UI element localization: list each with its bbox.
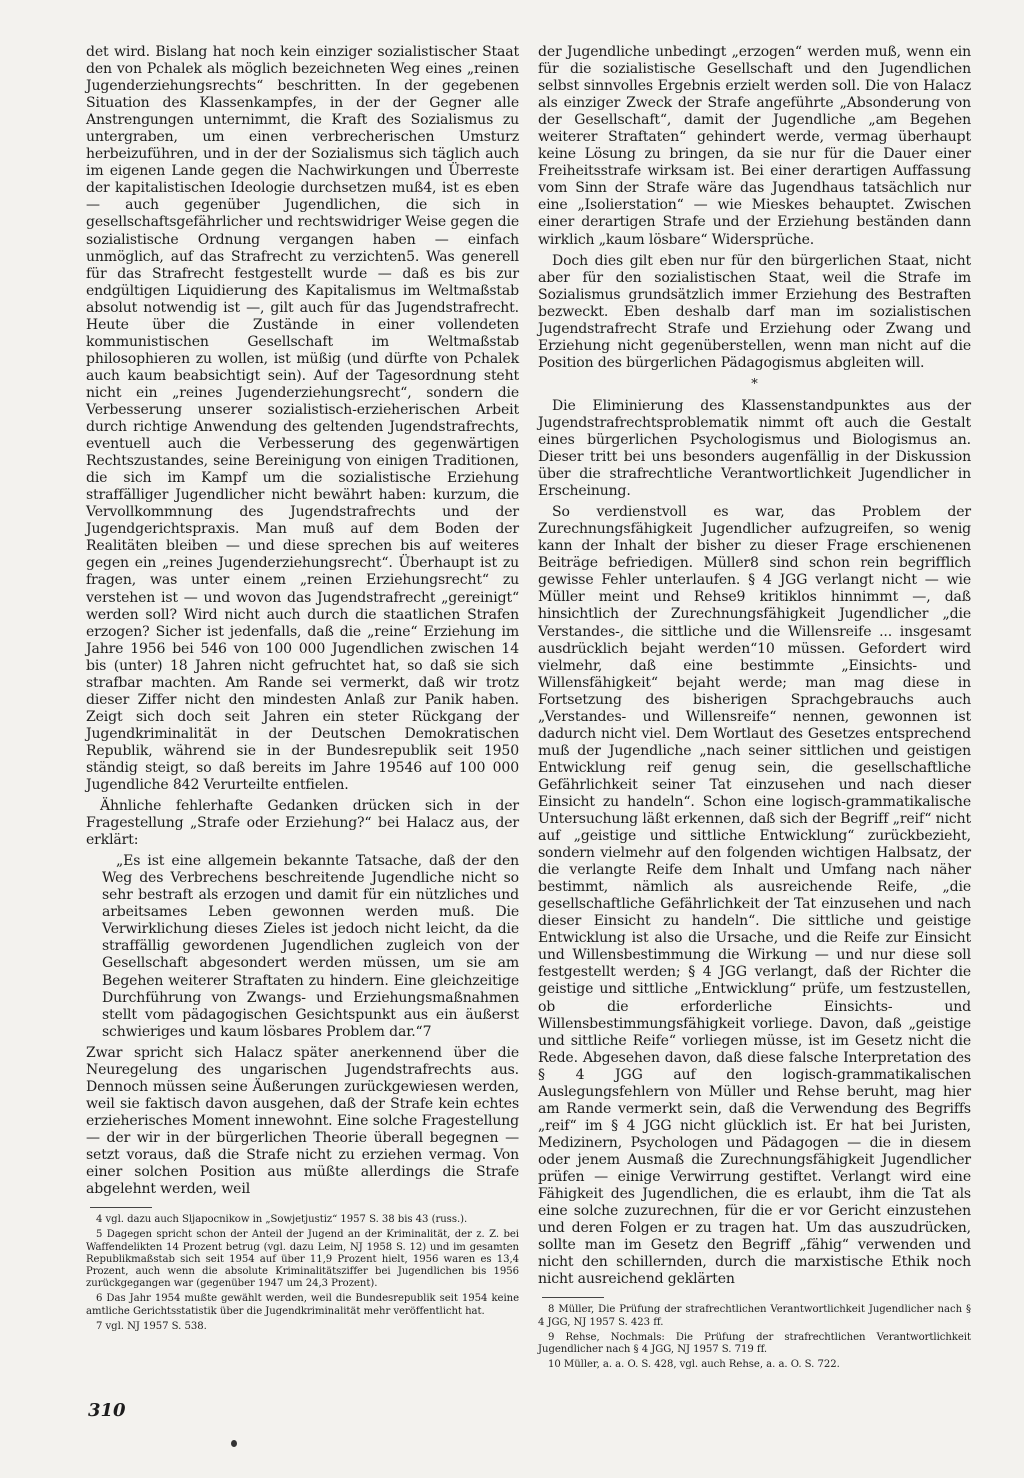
right-column	[538, 44, 971, 1374]
body-paragraph: der Jugendliche unbedingt „erzogen“ werden muß, wenn ein für die sozialistische Gesellschaft und den Jugendlichen selbst sinnvolles Ergebnis erzielt werden soll. Die von Halacz als einziger Zweck der Strafe angeführte „Absonderung von der Gesellschaft“, damit der Jugendliche „am Begehen weiterer Straftaten“ gehindert werde, vermag überhaupt keine Lösung zu bringen, da sie nur für die Dauer einer Freiheitsstrafe wirksam ist. Bei einer derartigen Auffassung vom Sinn der Strafe wäre das Jugendhaus tatsächlich nur eine „Isolierstation“ — wie Mieskes behauptet. Zwischen einer derartigen Strafe und der Erziehung beständen dann wirklich „kaum lösbare“ Widersprüche.	[538, 44, 971, 248]
footnote: 5 Dagegen spricht schon der Anteil der Jugend an der Kriminalität, der z. Z. bei Waffendelikten 14 Prozent betrug (vgl. dazu Leim, NJ 1958 S. 12) und im gesamten Republikmaßstab sich seit 1954 auf über 11,9 Prozent hielt, 1956 waren es 13,4 Prozent, auch wenn die absolute Kriminalitätsziffer bei Jugendlichen bis 1956 zurückgegangen war (gegenüber 1947 um 24,3 Prozent).	[86, 1229, 519, 1290]
body-paragraph: Die Eliminierung des Klassenstandpunktes aus der Jugendstrafrechtsproblematik nimmt oft auch die Gestalt eines bürgerlichen Psychologismus und Biologismus an. Dieser tritt bei uns besonders augenfällig in der Diskussion über die strafrechtliche Verantwortlichkeit Jugendlicher in Erscheinung.	[538, 397, 971, 500]
block-quote: „Es ist eine allgemein bekannte Tatsache, daß der den Weg des Verbrechens beschreitende Jugendliche nicht so sehr bestraft als erzogen und damit für ein nützliches und arbeitsames Leben gewonnen werden muß. Die Verwirklichung dieses Zieles ist jedoch nicht leicht, da die straffällig gewordenen Jugendlichen zugleich von der Gesellschaft abgesondert werden müssen, um sie am Begehen weiterer Straftaten zu hindern. Eine gleichzeitige Durchführung von Zwangs- und Erziehungsmaßnahmen stellt vom pädagogischen Gesichtspunkt aus ein äußerst schwieriges und kaum lösbares Problem dar.“7	[102, 853, 519, 1040]
section-separator: *	[751, 376, 758, 392]
body-paragraph: Ähnliche fehlerhafte Gedanken drücken sich in der Fragestellung „Strafe oder Erziehung?“ bei Halacz aus, der erklärt:	[86, 798, 519, 849]
footnote: 8 Müller, Die Prüfung der strafrechtlichen Verantwortlichkeit Jugendlicher nach § 4 JGG, NJ 1957 S. 423 ff.	[538, 1304, 971, 1328]
body-paragraph: So verdienstvoll es war, das Problem der Zurechnungsfähigkeit Jugendlicher aufzugreifen, so wenig kann der Inhalt der bisher zu dieser Frage erschienenen Beiträge befriedigen. Müller8 sind schon rein begrifflich gewisse Fehler unterlaufen. § 4 JGG verlangt nicht — wie Müller meint und Rehse9 kritiklos hinnimmt —, daß hinsichtlich der Zurechnungsfähigkeit Jugendlicher „die Verstandes-, die sittliche und die Willensreife ... insgesamt ausdrücklich bejaht werden“10 müssen. Gefordert wird vielmehr, daß eine bestimmte „Einsichts- und Willensfähigkeit“ bejaht werde; man mag diese in Fortsetzung des bisherigen Sprachgebrauchs auch „Verstandes- und Willensreife“ nennen, gewonnen ist dadurch nicht viel. Dem Wortlaut des Gesetzes entsprechend muß der Jugendliche „nach seiner sittlichen und geistigen Entwicklung reif genug sein, die gesellschaftliche Gefährlichkeit seiner Tat einzusehen und nach dieser Einsicht zu handeln“. Schon eine logisch-grammatikalische Untersuchung läßt erkennen, daß sich der Begriff „reif“ nicht auf „geistige und sittliche Entwicklung“ zurückbezieht, sondern vielmehr auf den folgenden wichtigen Halbsatz, der die verlangte Reife dem Inhalt und Umfang nach näher bestimmt, nämlich als ausreichende Reife, „die gesellschaftliche Gefährlichkeit der Tat einzusehen und nach dieser Einsicht zu handeln“. Die sittliche und geistige Entwicklung ist also die Ursache, und die Reife zur Einsicht und Willensbestimmung die Wirkung — und nur diese soll festgestellt werden; § 4 JGG verlangt, daß der Richter die geistige und sittliche „Entwicklung“ prüfe, um festzustellen, ob die erforderliche Einsichts- und Willensbestimmungsfähigkeit vorliege. Davon, daß „geistige und sittliche Reife“ vorliegen müsse, ist im Gesetz nicht die Rede. Abgesehen davon, daß diese falsche Interpretation des § 4 JGG auf den logisch-grammatikalischen Auslegungsfehlern von Müller und Rehse beruht, mag hier am Rande vermerkt sein, daß die Verwendung des Begriffs „reif“ im § 4 JGG nicht glücklich ist. Er hat bei Juristen, Medizinern, Psychologen und Pädagogen — die in diesem oder jenem Ausmaß die Zurechnungsfähigkeit Jugendlicher prüfen — einige Verwirrung gestiftet. Verlangt wird eine Fähigkeit des Jugendlichen, die es erlaubt, ihm die Tat als eine solche zuzurechnen, für die er vor Gericht einzustehen und deren Folgen er zu tragen hat. Um das auszudrücken, sollte man im Gesetz den Begriff „fähig“ verwenden und nicht den schillernden, durch die marxistische Ethik noch nicht ausreichend geklärten	[538, 504, 971, 1288]
footnote-divider	[90, 1207, 152, 1208]
body-paragraph: Doch dies gilt eben nur für den bürgerlichen Staat, nicht aber für den sozialistischen Staat, weil die Strafe im Sozialismus grundsätzlich immer Erziehung des Bestraften bezweckt. Eben deshalb darf man im sozialistischen Jugendstrafrecht Strafe und Erziehung oder Zwang und Erziehung nicht gegenüberstellen, wenn man nicht auf die Position des bürgerlichen Pädagogismus abgleiten will.	[538, 252, 971, 371]
footnote: 9 Rehse, Nochmals: Die Prüfung der strafrechtlichen Verantwortlichkeit Jugendlicher nach § 4 JGG, NJ 1957 S. 719 ff.	[538, 1331, 971, 1355]
footnote: 10 Müller, a. a. O. S. 428, vgl. auch Rehse, a. a. O. S. 722.	[548, 1359, 840, 1371]
body-paragraph: Zwar spricht sich Halacz später anerkennend über die Neuregelung des ungarischen Jugendstrafrechts aus. Dennoch müssen seine Äußerungen zurückgewiesen werden, weil sie faktisch davon ausgehen, daß der Strafe kein echtes erzieherisches Moment innewohnt. Eine solche Fragestellung — der wir in der bürgerlichen Theorie überall begegnen — setzt voraus, daß die Strafe nicht zu erziehen vermag. Von einer solchen Position aus müßte allerdings die Strafe abgelehnt werden, weil	[86, 1044, 519, 1198]
ink-dot	[231, 1440, 237, 1447]
footnote: 7 vgl. NJ 1957 S. 538.	[96, 1320, 207, 1332]
footnote: 4 vgl. dazu auch Sljapocnikow in „Sowjetjustiz“ 1957 S. 38 bis 43 (russ.).	[96, 1214, 468, 1226]
left-column	[86, 44, 519, 1336]
footnote: 6 Das Jahr 1954 mußte gewählt werden, weil die Bundesrepublik seit 1954 keine amtliche Gerichtsstatistik über die Jugendkriminalität mehr veröffentlicht hat.	[86, 1293, 519, 1317]
footnote-divider	[542, 1297, 604, 1298]
page-number: 310	[88, 1400, 126, 1421]
body-paragraph: det wird. Bislang hat noch kein einziger sozialistischer Staat den von Pchalek als möglich bezeichneten Weg eines „reinen Jugenderziehungsrechts“ beschritten. In der gegebenen Situation des Klassenkampfes, in der der Gegner alle Anstrengungen unternimmt, die Kraft des Sozialismus zu untergraben, um einen verbrecherischen Umsturz herbeizuführen, und in der der Sozialismus sich täglich auch im eigenen Lande gegen die Nachwirkungen und Überreste der kapitalistischen Ideologie durchsetzen muß4, ist es eben — auch gegenüber Jugendlichen, die sich in gesellschaftsgefährlicher und rechtswidriger Weise gegen die sozialistische Ordnung vergangen haben — einfach unmöglich, auf das Strafrecht zu verzichten5. Was generell für das Strafrecht festgestellt wurde — daß es bis zur endgültigen Liquidierung des Kapitalismus im Weltmaßstab absolut notwendig ist —, gilt auch für das Jugendstrafrecht. Heute über die Zustände in einer vollendeten kommunistischen Gesellschaft im Weltmaßstab philosophieren zu wollen, ist müßig (und dürfte von Pchalek auch kaum beabsichtigt sein). Auf der Tagesordnung steht nicht ein „reines Jugenderziehungsrecht“, sondern die Verbesserung unserer sozialistisch-erzieherischen Arbeit durch richtige Anwendung des geltenden Jugendstrafrechts, eventuell auch die Verbesserung des gegenwärtigen Rechtszustandes, seine Bereinigung von einigen Traditionen, die sich im Kampf um die sozialistische Erziehung straffälliger Jugendlicher nicht bewährt haben: kurzum, die Vervollkommnung des Jugendstrafrechts und der Jugendgerichtspraxis. Man muß auf dem Boden der Realitäten bleiben — und diese sprechen bis auf weiteres gegen ein „reines Jugenderziehungsrecht“. Überhaupt ist zu fragen, was unter einem „reinen Erziehungsrecht“ zu verstehen ist — und wovon das Jugendstrafrecht „gereinigt“ werden soll? Wird nicht auch durch die staatlichen Strafen erzogen? Sicher ist jedenfalls, daß die „reine“ Erziehung im Jahre 1956 bei 546 von 100 000 Jugendlichen zwischen 14 bis (unter) 18 Jahren nicht gefruchtet hat, so daß sie sich strafbar machten. Am Rande sei vermerkt, daß wir trotz dieser Ziffer nicht den mindesten Anlaß zur Panik haben. Zeigt sich doch seit Jahren ein steter Rückgang der Jugendkriminalität in der Deutschen Demokratischen Republik, während sie in der Bundesrepublik seit 1950 ständig steigt, so daß bereits im Jahre 19546 auf 100 000 Jugendliche 842 Verurteilte entfielen.	[86, 44, 519, 794]
